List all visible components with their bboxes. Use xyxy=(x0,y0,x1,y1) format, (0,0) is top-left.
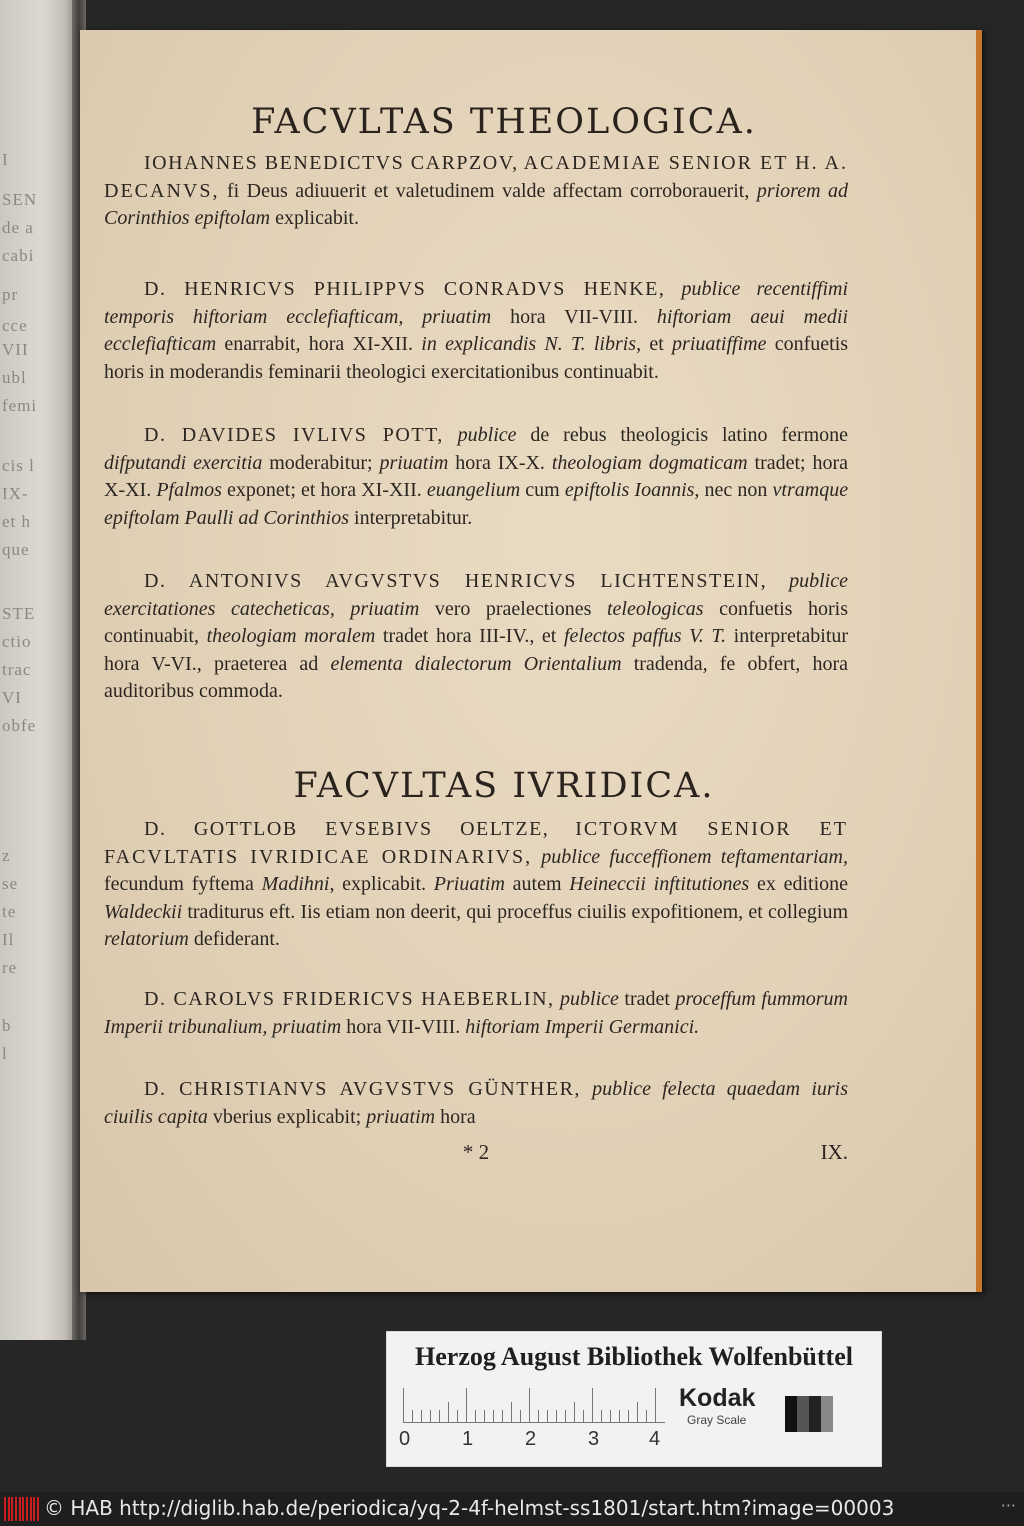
text-run: traditurus eft. Iis etiam non deerit, qui proceffus ciuilis expofitionem, et collegium xyxy=(187,900,848,923)
italic-run: theologiam moralem xyxy=(206,625,376,647)
italic-run: difputandi exercitia xyxy=(104,451,263,474)
italic-run: elementa dialectorum Orientalium xyxy=(330,652,622,675)
text-run: hora IX-X. xyxy=(455,451,545,474)
left-fragment: cce xyxy=(2,316,28,335)
paragraph-pott xyxy=(104,422,848,532)
left-fragment: obfe xyxy=(2,716,37,735)
left-fragment: cis l xyxy=(2,456,35,475)
left-fragment: te xyxy=(2,902,17,921)
text-run: hora VII-VIII. xyxy=(346,1015,461,1038)
left-fragment: ctio xyxy=(2,632,32,651)
text-run: exponet; et hora XI-XII. xyxy=(227,479,422,501)
left-fragment: re xyxy=(2,958,18,977)
italic-run: theologiam dogmaticam xyxy=(551,451,748,474)
heading-theology: FACVLTAS THEOLOGICA. xyxy=(251,102,757,142)
left-fragment: Il xyxy=(2,930,15,949)
left-fragment: VII xyxy=(2,340,29,359)
text-run: vero praelectiones xyxy=(434,597,592,620)
text-run: tradet hora III-IV., et xyxy=(382,625,557,647)
left-fragment: pr xyxy=(2,285,19,304)
text-run: hora xyxy=(440,1105,476,1128)
italic-run: priuatim xyxy=(422,305,492,328)
document-page xyxy=(80,30,982,1292)
library-color-label xyxy=(386,1331,882,1467)
text-run: interpretabitur. xyxy=(354,506,473,529)
barcode-icon xyxy=(4,1497,42,1521)
source-url-link[interactable]: © HAB http://diglib.hab.de/periodica/yq-2-4f-helmst-ss1801/start.htm?image=00003 xyxy=(44,1496,895,1520)
italic-run: publice fucceffionem teftamentariam xyxy=(541,845,843,868)
left-fragment: STE xyxy=(2,604,36,623)
italic-run: publice recentiffimi temporis hiftoriam ecclefiafticam, xyxy=(104,278,849,328)
person-name: D. ANTONIVS AVGVSTVS HENRICVS LICHTENSTEIN, xyxy=(144,570,768,592)
left-fragment: IX- xyxy=(2,484,29,503)
italic-run: vtramque epiftolam Paulli ad Corinthios xyxy=(104,479,849,529)
italic-run: Madihni xyxy=(261,873,330,895)
scale-number: 0 xyxy=(399,1428,411,1450)
text-run: enarrabit, hora XI-XII. xyxy=(224,333,414,355)
paragraph-guenther xyxy=(104,1076,848,1131)
italic-run: proceffum fummorum Imperii tribunalium, priuatim xyxy=(104,988,849,1038)
text-run: confuetis horis in moderandis feminarii theologici exercitationibus continuabit. xyxy=(104,333,849,383)
italic-run: Heineccii inftitutiones xyxy=(569,873,750,895)
person-title: ACADEMIAE SENIOR ET H. A. DECANVS, xyxy=(104,152,849,202)
heading-law: FACVLTAS IVRIDICA. xyxy=(293,766,715,806)
left-fragment: femi xyxy=(2,396,38,415)
text-run: de rebus theologicis latino fermone xyxy=(530,424,849,446)
italic-run: teleologicas xyxy=(606,597,704,620)
person-name: D. GOTTLOB EVSEBIVS OELTZE, xyxy=(144,818,550,840)
italic-run: priuatim xyxy=(366,1105,436,1128)
person-name: IOHANNES BENEDICTVS CARPZOV, xyxy=(144,152,519,174)
gray-patch xyxy=(785,1396,833,1432)
text-run: , explicabit. xyxy=(329,873,427,895)
italic-run: publice exercitationes catecheticas, priuatim xyxy=(104,570,848,620)
text-run: autem xyxy=(512,873,562,895)
left-fragment: SEN xyxy=(2,190,38,209)
text-run: vberius explicabit; xyxy=(212,1105,362,1128)
left-fragment: de a xyxy=(2,218,34,237)
source-url-bar xyxy=(0,1492,1024,1526)
paragraph-lichtenstein xyxy=(104,568,848,706)
italic-run: relatorium xyxy=(104,928,189,950)
italic-run: hiftoriam aeui medii ecclefiafticam xyxy=(104,305,849,355)
italic-run: in explicandis N. T. libris xyxy=(421,333,637,355)
scale-number: 4 xyxy=(649,1428,661,1450)
text-run: interpretabitur hora V-VI., praeterea ad xyxy=(104,625,849,675)
gray-scale-label: Gray Scale xyxy=(687,1413,747,1427)
person-name: D. DAVIDES IVLIVS POTT, xyxy=(144,424,444,446)
kodak-brand: Kodak xyxy=(679,1384,756,1412)
person-title: ICTORVM SENIOR ET FACVLTATIS IVRIDICAE ORDINARIVS, xyxy=(104,818,848,868)
left-fragment: et h xyxy=(2,512,32,531)
paragraph-oeltze xyxy=(104,816,848,954)
signature-mark: * 2 xyxy=(462,1140,490,1164)
text-run: ex editione xyxy=(756,873,849,895)
text-run: fi Deus adiuuerit et valetudinem valde affectam corroborauerit, xyxy=(226,179,750,202)
italic-run: priuatiffime xyxy=(672,333,767,355)
scale-number: 2 xyxy=(525,1428,537,1450)
text-run: moderabitur; xyxy=(269,451,373,474)
paragraph-haeberlin xyxy=(104,986,848,1041)
left-fragment: que xyxy=(2,540,30,559)
text-run: defiderant. xyxy=(193,928,280,950)
text-run: confuetis horis continuabit, xyxy=(104,597,848,647)
text-run: explicabit. xyxy=(275,207,359,229)
scale-number: 1 xyxy=(462,1428,474,1450)
italic-run: Waldeckii xyxy=(104,900,183,923)
left-fragment: b xyxy=(2,1016,12,1035)
text-run: nec non xyxy=(704,479,768,501)
italic-run: Pfalmos xyxy=(156,479,222,501)
text-run: cum xyxy=(525,479,560,501)
person-name: D. HENRICVS PHILIPPVS CONRADVS HENKE, xyxy=(144,278,666,300)
italic-run: priorem ad Corinthios epiftolam xyxy=(104,179,849,229)
catchword: IX. xyxy=(820,1140,848,1164)
left-fragment: z xyxy=(2,846,11,865)
text-run: tradet xyxy=(624,988,670,1010)
more-icon: ··· xyxy=(1000,1496,1016,1515)
left-fragment: l xyxy=(2,1044,8,1063)
text-run: tradenda, fe obfert, hora auditoribus commoda. xyxy=(104,652,848,702)
italic-run: euangelium xyxy=(426,479,521,501)
italic-run: publice xyxy=(457,424,517,446)
text-run: hora VII-VIII. xyxy=(510,305,639,328)
paragraph-carpzov xyxy=(104,150,848,233)
left-fragment: se xyxy=(2,874,19,893)
text-run: tradet; hora X-XI. xyxy=(104,451,849,501)
italic-run: priuatim xyxy=(379,451,449,474)
italic-run: publice xyxy=(560,988,619,1010)
left-fragment: VI xyxy=(2,688,22,707)
italic-run: publice felecta quaedam iuris ciuilis capita xyxy=(104,1078,849,1128)
italic-run: epiftolis Ioannis, xyxy=(564,479,700,501)
person-name: D. CAROLVS FRIDERICVS HAEBERLIN, xyxy=(144,988,555,1010)
left-fragment: cabi xyxy=(2,246,35,265)
italic-run: felectos paffus V. T. xyxy=(563,625,727,647)
left-fragment: I xyxy=(2,150,9,169)
italic-run: Priuatim xyxy=(433,873,505,895)
person-name: D. CHRISTIANVS AVGVSTVS GÜNTHER, xyxy=(144,1078,581,1100)
scale-number: 3 xyxy=(588,1428,600,1450)
scale-ruler xyxy=(403,1388,665,1423)
text-run: , fecundum fyftema xyxy=(104,845,848,895)
previous-page-edge xyxy=(0,0,76,1340)
left-fragment: ubl xyxy=(2,368,27,387)
left-fragment: trac xyxy=(2,660,32,679)
text-run: , et xyxy=(636,333,664,355)
italic-run: hiftoriam Imperii Germanici. xyxy=(465,1015,700,1038)
library-title: Herzog August Bibliothek Wolfenbüttel xyxy=(415,1342,853,1371)
paragraph-henke xyxy=(104,276,848,386)
